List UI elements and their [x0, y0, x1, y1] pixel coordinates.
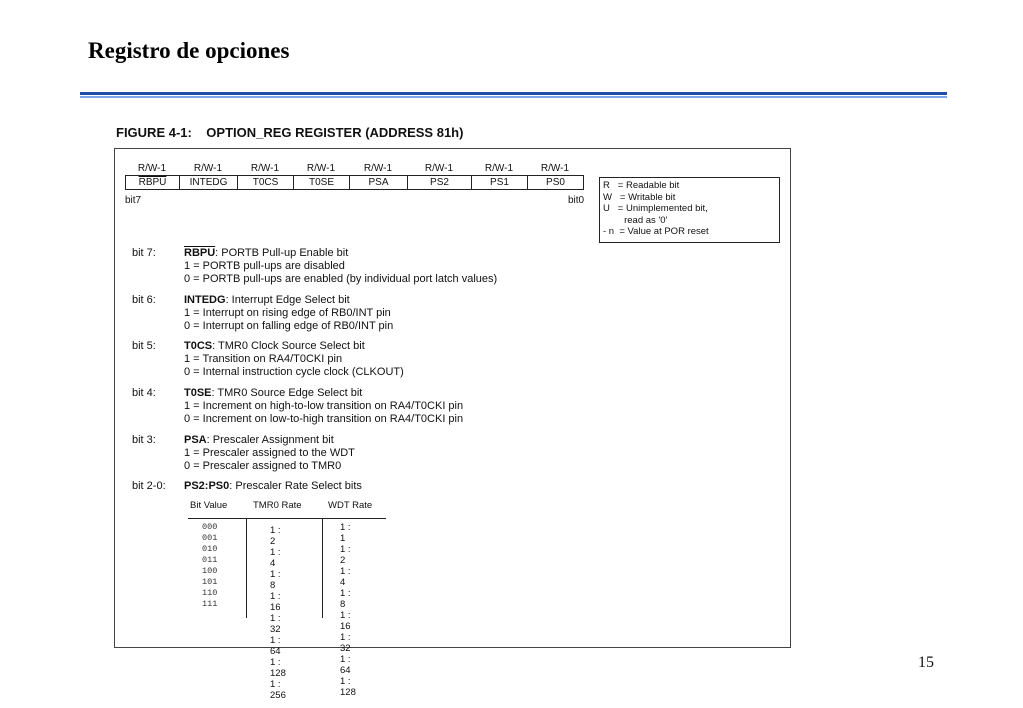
- bit-name: T0CS: [184, 340, 213, 352]
- bit-name: T0SE: [184, 387, 212, 399]
- tmr0-rate-column: [270, 525, 286, 701]
- rate-header-tmr0: TMR0 Rate: [253, 500, 302, 511]
- legend-line: - n = Value at POR reset: [603, 226, 709, 237]
- rate-cell: 1 : 256: [270, 679, 286, 701]
- rate-cell: 1 : 16: [340, 610, 351, 632]
- rate-cell: 1 : 4: [340, 566, 351, 588]
- register-bit-cell: T0SE: [294, 176, 350, 190]
- bit-line: 0 = Internal instruction cycle clock (CLKOUT): [184, 366, 404, 378]
- bit-value-column: [202, 522, 217, 610]
- rate-cell: 1 : 4: [270, 547, 281, 569]
- bit-number: bit 7:: [132, 247, 156, 259]
- bit-body: [184, 480, 362, 493]
- bit-body: [184, 340, 404, 379]
- bit-name: PSA: [184, 434, 207, 446]
- rate-cell: 010: [202, 544, 218, 554]
- register-bit-cell: PSA: [350, 176, 408, 190]
- register-access-label: R/W-1: [193, 163, 223, 174]
- register-bit-cell: INTEDG: [180, 176, 238, 190]
- bit-line: 0 = Interrupt on falling edge of RB0/INT pin: [184, 320, 394, 332]
- register-access-label: R/W-1: [540, 163, 570, 174]
- legend-line: W = Writable bit: [603, 191, 676, 203]
- bit-line: 0 = Increment on low-to-high transition on RA4/T0CKI pin: [184, 413, 464, 425]
- bit-number: bit 5:: [132, 340, 156, 352]
- register-bit-cell: PS1: [472, 176, 528, 190]
- rate-header-wdt: WDT Rate: [328, 500, 373, 511]
- lsb-label: bit0: [568, 195, 585, 206]
- rate-cell: 1 : 32: [340, 632, 351, 654]
- bit-title: : Prescaler Rate Select bits: [229, 480, 362, 492]
- rate-cell: 100: [202, 566, 218, 576]
- rate-cell: 1 : 8: [270, 569, 281, 591]
- msb-label: bit7: [125, 195, 142, 206]
- bit-title: : TMR0 Source Edge Select bit: [211, 387, 363, 399]
- bit-title: : Prescaler Assignment bit: [206, 434, 334, 446]
- bit-name: RBPU: [184, 247, 216, 259]
- bit-line: 0 = PORTB pull-ups are enabled (by individual port latch values): [184, 273, 498, 285]
- bit-title: : Interrupt Edge Select bit: [225, 294, 350, 306]
- bit-name: PS2:PS0: [184, 480, 230, 492]
- register-bit-cell: RBPU: [126, 176, 180, 190]
- legend-line: U = Unimplemented bit,: [603, 203, 708, 214]
- bit-number: bit 6:: [132, 294, 156, 306]
- bit-number: bit 4:: [132, 387, 156, 399]
- register-bit-cell: PS0: [528, 176, 584, 190]
- rate-cell: 1 : 64: [340, 654, 351, 676]
- rate-cell: 1 : 2: [270, 525, 281, 547]
- bit-body: [184, 434, 355, 473]
- register-bit-cell: PS2: [408, 176, 472, 190]
- bit-body: [184, 294, 393, 333]
- rate-cell: 1 : 2: [340, 544, 351, 566]
- bit-line: 1 = Interrupt on rising edge of RB0/INT pin: [184, 307, 391, 319]
- rate-cell: 101: [202, 577, 218, 587]
- rate-cell: 000: [202, 522, 218, 532]
- register-access-label: R/W-1: [137, 163, 167, 174]
- bit-title: : PORTB Pull-up Enable bit: [215, 247, 349, 259]
- rate-cell: 011: [202, 555, 218, 565]
- register-access-label: R/W-1: [363, 163, 393, 174]
- figure-caption: FIGURE 4-1: OPTION_REG REGISTER (ADDRESS 81h): [116, 125, 464, 140]
- register-access-label: R/W-1: [250, 163, 280, 174]
- title-divider: [80, 92, 947, 95]
- slide-title: Registro de opciones: [88, 38, 290, 63]
- register-bit-table: [125, 175, 584, 190]
- bit-title: : TMR0 Clock Source Select bit: [212, 340, 365, 352]
- rate-cell: 1 : 64: [270, 635, 281, 657]
- register-access-label: R/W-1: [484, 163, 514, 174]
- rate-cell: 001: [202, 533, 218, 543]
- bit-number: bit 3:: [132, 434, 156, 446]
- legend-line: R = Readable bit: [603, 180, 680, 191]
- rate-header-bit-value: Bit Value: [190, 500, 228, 511]
- page-number: 15: [918, 654, 934, 671]
- legend-line: read as '0': [603, 214, 668, 226]
- rate-cell: 1 : 1: [340, 522, 351, 544]
- rate-cell: 1 : 16: [270, 591, 281, 613]
- rate-cell: 1 : 32: [270, 613, 281, 635]
- bit-line: 1 = Transition on RA4/T0CKI pin: [184, 353, 343, 365]
- bit-line: 1 = PORTB pull-ups are disabled: [184, 260, 345, 272]
- rate-cell: 111: [202, 599, 218, 609]
- bit-body: [184, 247, 497, 286]
- bit-body: [184, 387, 463, 426]
- rate-header-rule: [188, 518, 386, 519]
- bit-line: 1 = Increment on high-to-low transition on RA4/T0CKI pin: [184, 400, 464, 412]
- wdt-rate-column: [340, 522, 356, 698]
- register-bit-cell: T0CS: [238, 176, 294, 190]
- bit-number: bit 2-0:: [132, 480, 166, 492]
- rate-cell: 1 : 8: [340, 588, 351, 610]
- register-access-label: R/W-1: [306, 163, 336, 174]
- column-divider: [246, 518, 247, 618]
- bit-line: 0 = Prescaler assigned to TMR0: [184, 460, 342, 472]
- register-access-label: R/W-1: [424, 163, 454, 174]
- rate-cell: 1 : 128: [340, 676, 356, 698]
- legend-box: [599, 177, 780, 243]
- title-divider-accent: [80, 96, 947, 98]
- rate-cell: 1 : 128: [270, 657, 286, 679]
- bit-name: INTEDG: [184, 294, 226, 306]
- bit-line: 1 = Prescaler assigned to the WDT: [184, 447, 355, 459]
- rate-cell: 110: [202, 588, 218, 598]
- column-divider: [322, 518, 323, 618]
